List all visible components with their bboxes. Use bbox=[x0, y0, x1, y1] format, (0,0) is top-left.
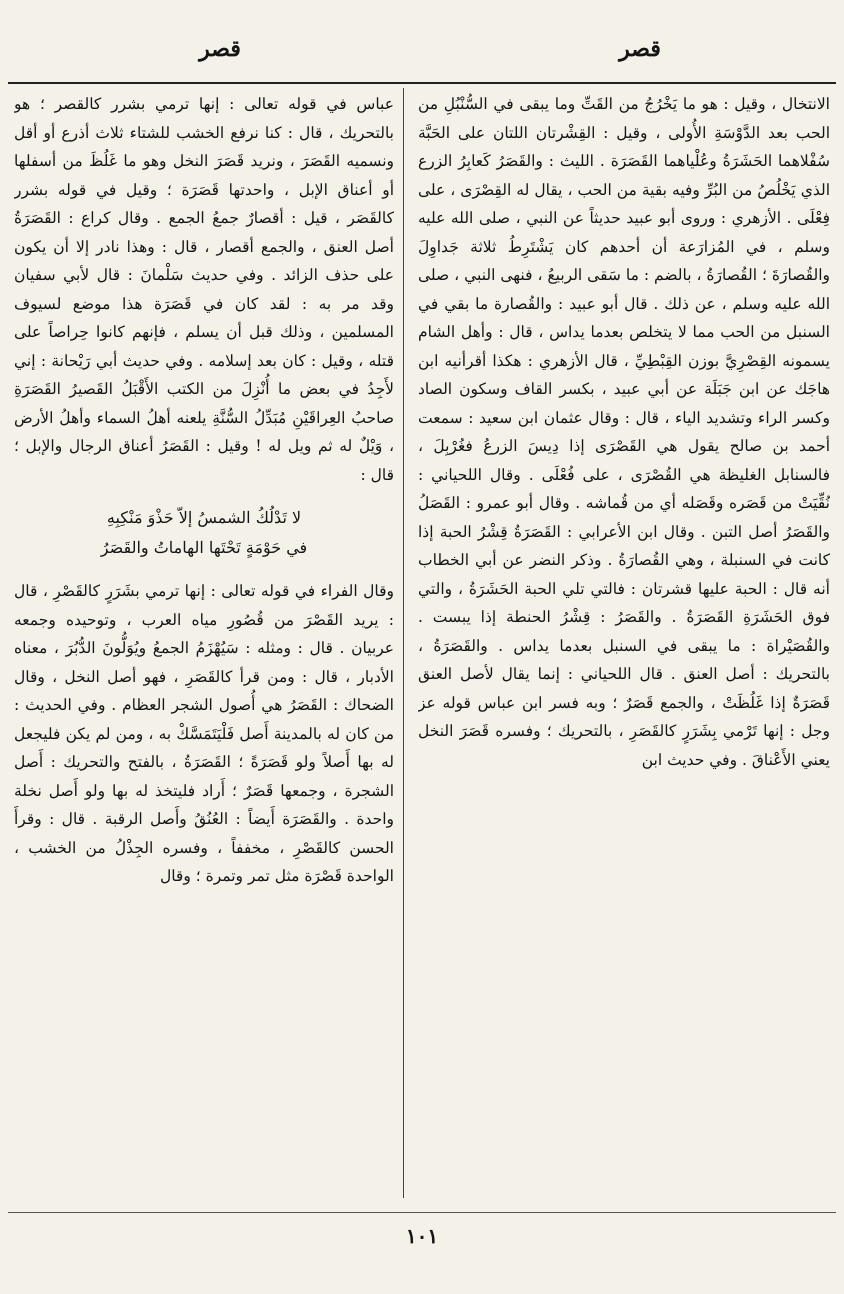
column-divider bbox=[403, 88, 404, 1198]
header-rule bbox=[8, 82, 836, 84]
poem-verse-2: في حَوْمَةٍ تَحْتَها الهاماتُ والقَصَرُ bbox=[100, 538, 308, 557]
poem-verse-1: لا تَدْلُكُ الشمسُ إلاّ حَذْوَ مَنْكِبِهِ bbox=[106, 508, 302, 527]
right-column-text: الانتخال ، وقيل : هو ما يَخْرُجُ من القَتِّ وما يبقى في السُّنْبُلِ من الحب بعد الدَّوْسَةِ الأُولى ، وقيل : القِشْرتان اللتان على الحَبَّة سُفْلاهما الحَشَرَةُ وعُلْياهما القَصَرَة . الليث : والقَصَرُ كَعابِرُ الزرع الذي يَخْلُصُ من البُرِّ وفيه بقية من الحب ، يقال له القِصْرَى ، على فِعْلَى . الأزهري : وروى أبو عبيد حديثاً عن النبي ، صلى الله عليه وسلم ، في المُزارَعة أن أحدهم كان يَشْتَرِطُ ثلاثة جَداوِلَ والقُصارَةَ ؛ القُصارَةُ ، بالضم : ما سَقى الربيعُ ، فنهى النبي ، صلى الله عليه وسلم ، عن ذلك . قال أبو عبيد : والقُصارة ما بقي في السنبل من الحب مما لا يتخلص بعدما يداس ، قال : وأهل الشام يسمونه القِصْرِيَّ بوزن القِبْطِيِّ ، قال الأزهري : هكذا أقرأنيه ابن هاجَك عن ابن جَبَلَة عن أبي عبيد ، بكسر القاف وسكون الصاد وكسر الراء وتشديد الياء ، قال : وقال عثمان ابن سعيد : سمعت أحمد بن صالح يقول هي القَصْرَى إذا دِيسَ الزرعُ فغُرْبِلَ ، فالسنابل الغليظة هي القُصْرَى ، على فُعْلَى . وقال اللحياني : نُقِّيَتْ من قَصَره وقَصَله أي من قُماشه . وقال أبو عمرو : القَصَلُ والقَصَرُ أصل التبن . وقال ابن الأعرابي : القَصَرَةُ قِشْرُ الحبة إذا كانت في السنبلة ، وهي القُصارَةُ . وذكر النضر عن أبي الخطاب أنه قال : الحبة عليها قشرتان : فالتي تلي الحبة الحَشَرَةُ ، والتي فوق الحَشَرَةِ القَصَرَةُ . والقَصَرُ : قِشْرُ الحنطة إذا يبست . والقُصَيْراة : ما يبقى في السنبل بعدما يداس . والقَصَرَةُ ، بالتحريك : أصل العنق . قال اللحياني : إنما يقال لأصل العنق قَصَرَةٌ إذا غَلُظَتْ ، والجمع قَصَرٌ ؛ وبه فسر ابن عباس قوله عز وجل : إنها تَرْمي بِشَرَرٍ كالقَصَرِ ، بالتحريك ؛ وفسره قَصَرَ النخل يعني الأَعْناقَ . وفي حديث ابن bbox=[418, 95, 830, 769]
left-column-text-before-poem: عباس في قوله تعالى : إنها ترمي بشرر كالقصر ؛ هو بالتحريك ، قال : كنا نرفع الخشب للشتاء ثلاث أذرع أو أقل ونسميه القَصَرَ ، ونريد قَصَرَ النخل وهو ما غَلُظَ من أسفلها أو أعناق الإبل ، واحدتها قَصَرَة ؛ وقيل في قوله بشرر كالقَصَر ، قيل : أقصارٌ جمعُ الجمع . وقال كراع : القَصَرَةُ أصل العنق ، والجمع أقصار ، قال : وهذا نادر إلا أن يكون على حذف الزائد . وفي حديث سَلْمانَ : قال لأبي سفيان وقد مر به : لقد كان في قَصَرَة هذا موضع لسيوف المسلمين ، وذلك قبل أن يسلم ، فإنهم كانوا حِراصاً على قتله ، وقيل : كان بعد إسلامه . وفي حديث أبي رَيْحانة : إني لأَجِدُ في بعض ما أُنْزِلَ من الكتب الأَقْبَلُ القَصيرُ القَصَرَةِ صاحبُ العِراقَيْنِ مُبَدِّلُ السُّنَّةِ يلعنه أهلُ السماء وأهلُ الأرض ، وَيْلٌ له ثم ويل له ! وقيل : القَصَرُ أعناق الرجال والإبل ؛ قال : bbox=[14, 95, 394, 484]
left-column bbox=[14, 90, 394, 1200]
right-column bbox=[418, 90, 830, 1200]
page-number: ١٠١ bbox=[405, 1224, 439, 1248]
header-entry-word-right: قصر bbox=[619, 36, 661, 62]
header-entry-word-left: قصر bbox=[199, 36, 241, 62]
footer-rule bbox=[8, 1212, 836, 1213]
left-column-text-after-poem: وقال الفراء في قوله تعالى : إنها ترمي بشَرَرٍ كالقَصْرِ ، قال : يريد القَصْرَ من قُصُورِ مياه العرب ، وتوحيده وجمعه عربيان . قال : ومثله : سَيُهْزَمُ الجمعُ ويُوَلُّونَ الدُّبُرَ ، معناه الأدبار ، قال : ومن قرأ كالقَصَرِ ، فهو أصل النخل ، وقال الضحاك : القَصَرُ هي أُصول الشجر العظام . وفي الحديث : من كان له بالمدينة أَصل فَلْيَتَمَسَّكْ به ، ومن لم يكن فليجعل له بها أَصلاً ولو قَصَرَةً ؛ القَصَرَةُ ، بالفتح والتحريك : أَصل الشجرة ، وجمعها قَصَرٌ ؛ أَراد فليتخذ له بها ولو أَصل نخلة واحدة . والقَصَرَة أَيضاً : العُنُقُ وأَصل الرقبة . قال : وقرأَ الحسن كالقَصْرِ ، مخففاً ، وفسره الجِذْلُ من الخشب ، الواحدة قَصْرَة مثل تمر وتمرة ؛ وقال bbox=[14, 582, 394, 885]
poem-verse-block bbox=[14, 503, 394, 563]
